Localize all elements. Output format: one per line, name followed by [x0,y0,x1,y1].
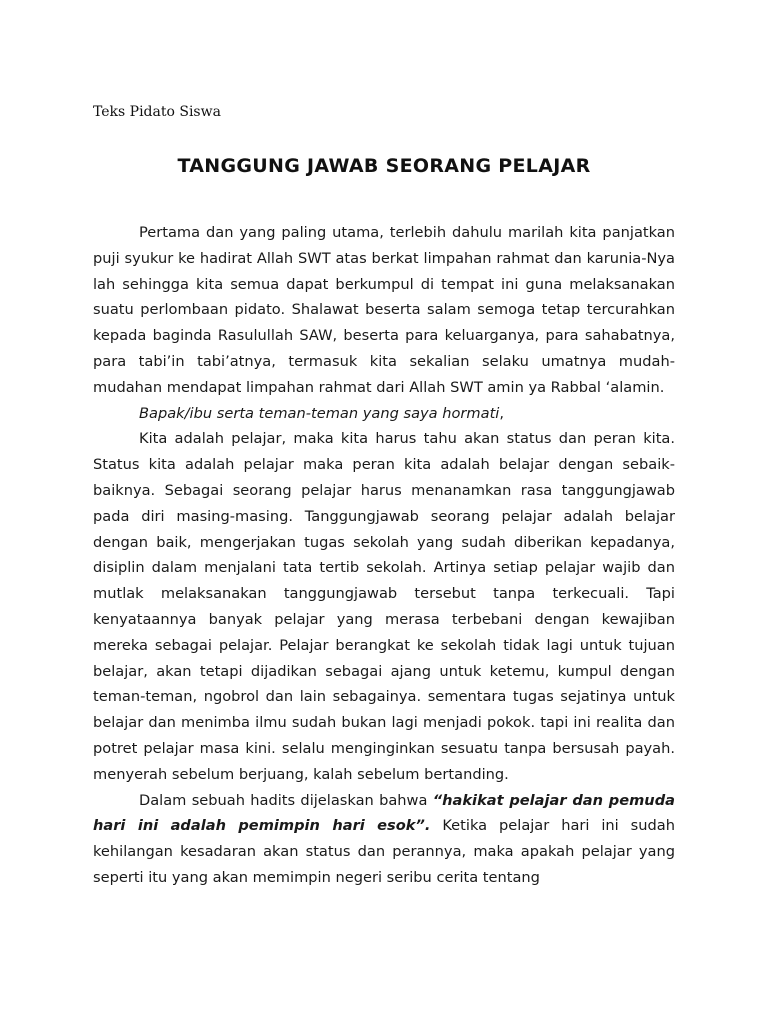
paragraph-greeting [93,401,675,427]
document-title: TANGGUNG JAWAB SEORANG PELAJAR [177,155,591,177]
document-label: Teks Pidato Siswa [93,104,221,120]
hadith-tail: Ketika pelajar hari ini sudah kehilangan kesadaran akan status dan perannya, maka apakah pelajar yang seperti itu yang akan memimpin negeri seribu cerita tentang [93,817,675,886]
greeting-italic: Bapak/ibu serta teman-teman yang saya hormati [139,404,500,422]
greeting-tail: , [499,404,504,422]
paragraph-hadith [93,788,675,891]
document-body [93,220,675,891]
hadith-quote: “hakikat pelajar dan pemuda hari ini adalah pemimpin hari esok”. [93,791,675,835]
paragraph-opening: Pertama dan yang paling utama, terlebih dahulu marilah kita panjatkan puji syukur ke hadirat Allah SWT atas berkat limpahan rahmat dan karunia-Nya lah sehingga kita semua dapat berkumpul di tempat ini guna melaksanakan suatu perlombaan pidato. Shalawat beserta salam semoga tetap tercurahkan kepada baginda Rasulullah SAW, beserta para keluarganya, para sahabatnya, para tabi’in tabi’atnya, termasuk kita sekalian selaku umatnya mudah-mudahan mendapat limpahan rahmat dari Allah SWT amin ya Rabbal ‘alamin. [93,224,675,396]
hadith-lead: Dalam sebuah hadits dijelaskan bahwa [139,791,433,809]
paragraph-main: Kita adalah pelajar, maka kita harus tahu akan status dan peran kita. Status kita adalah pelajar maka peran kita adalah belajar dengan sebaik-baiknya. Sebagai seorang pelajar harus menanamkan rasa tanggungjawab pada diri masing-masing. Tanggungjawab seorang pelajar adalah belajar dengan baik, mengerjakan tugas sekolah yang sudah diberikan kepadanya, disiplin dalam menjalani tata tertib sekolah. Artinya setiap pelajar wajib dan mutlak melaksanakan tanggungjawab tersebut tanpa terkecuali. Tapi kenyataannya banyak pelajar yang merasa terbebani dengan kewajiban mereka sebagai pelajar. Pelajar berangkat ke sekolah tidak lagi untuk tujuan belajar, akan tetapi dijadikan sebagai ajang untuk ketemu, kumpul dengan teman-teman, ngobrol dan lain sebagainya. sementara tugas sejatinya untuk belajar dan menimba ilmu sudah bukan lagi menjadi pokok. tapi ini realita dan potret pelajar masa kini. selalu menginginkan sesuatu tanpa bersusah payah. menyerah sebelum berjuang, kalah sebelum bertanding. [93,430,675,783]
